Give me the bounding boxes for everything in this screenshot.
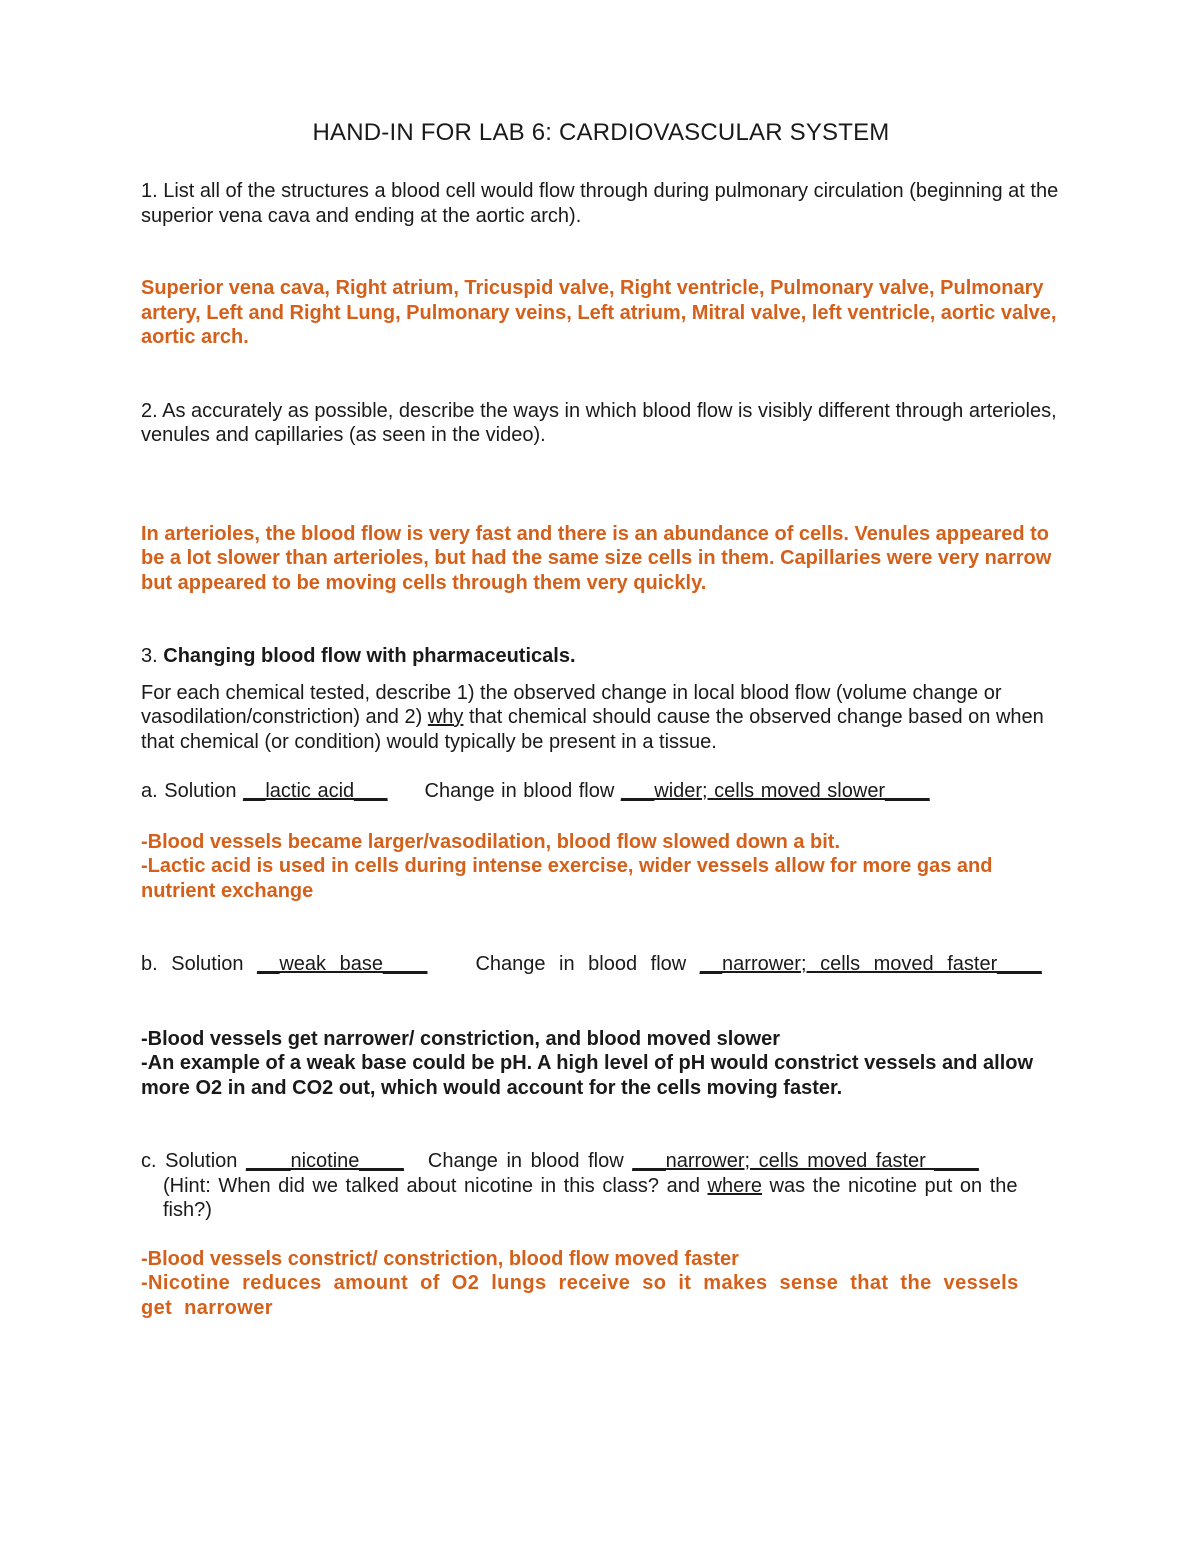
hint-text-1: (Hint: When did we talked about nicotine in this class? and [163, 1174, 708, 1197]
answer-1: Superior vena cava, Right atrium, Tricuspid valve, Right ventricle, Pulmonary valve, Pulmonary artery, Left and Right Lung, Pulmonary veins, Left atrium, Mitral valve, left ventricle, aortic valve, aortic arch. [141, 277, 1057, 348]
part-b-answer-2: -An example of a weak base could be pH. A high level of pH would constrict vessels and allow more O2 in and CO2 out, which would account for the cells moving faster. [141, 1052, 1034, 1099]
part-b-answer-1: -Blood vessels get narrower/ constriction, and blood moved slower [141, 1027, 781, 1050]
part-b-change-value: __narrower; cells moved faster____ [699, 953, 1042, 975]
part-b-solution: __weak base____ [257, 953, 428, 975]
question-2-text: As accurately as possible, describe the ways in which blood flow is visibly different through arterioles, venules and capillaries (as seen in the video). [141, 399, 1057, 446]
part-a-answer-2: -Lactic acid is used in cells during intense exercise, wider vessels allow for more gas and nutrient exchange [141, 855, 993, 902]
part-a-change-label: Change in blood flow [424, 780, 621, 802]
part-c-answer-2: -Nicotine reduces amount of O2 lungs receive so it makes sense that the vessels get narrower [141, 1272, 1019, 1319]
part-c-label: c. Solution [141, 1150, 246, 1172]
answer-2: In arterioles, the blood flow is very fast and there is an abundance of cells. Venules appeared to be a lot slower than arterioles, but had the same size cells in them. Capillaries were very narrow but appeared to be moving cells through them very quickly. [141, 522, 1052, 594]
part-c-answer-1: -Blood vessels constrict/ constriction, blood flow moved faster [141, 1247, 739, 1270]
document-page [141, 118, 1061, 1320]
part-a-label: a. Solution [141, 780, 244, 802]
intro-text-2: that chemical should cause the observed change based on when that chemical (or condition) would typically be present in a tissue. [141, 706, 1044, 753]
question-3-number: 3. [141, 645, 158, 667]
part-c-change-label: Change in blood flow [427, 1150, 633, 1172]
part-c-change-value: ___narrower; cells moved faster ____ [632, 1150, 979, 1172]
question-3-heading [141, 644, 1061, 669]
part-c-solution: ____nicotine____ [245, 1150, 404, 1172]
part-a-answer-1: -Blood vessels became larger/vasodilation, blood flow slowed down a bit. [141, 830, 841, 853]
question-3-title: Changing blood flow with pharmaceuticals. [163, 645, 576, 667]
part-b-label: b. Solution [141, 953, 258, 975]
question-1-number: 1. [141, 180, 158, 202]
document-title: HAND-IN FOR LAB 6: CARDIOVASCULAR SYSTEM [312, 119, 890, 146]
part-c-line [141, 1149, 1061, 1174]
part-a-line [141, 779, 1061, 804]
intro-why: why [427, 706, 464, 728]
part-a-change-value: ___wider; cells moved slower____ [620, 780, 930, 802]
hint-where: where [707, 1174, 762, 1197]
part-c-hint [141, 1174, 1061, 1223]
question-2-number: 2. [141, 399, 158, 422]
intro-text-1: For each chemical tested, describe 1) the observed change in local blood flow (volume change or vasodilation/constriction) and 2) [141, 681, 1002, 728]
hint-text-2: was the nicotine put on the fish?) [163, 1174, 1018, 1221]
question-1 [141, 179, 1061, 228]
part-a-solution: __lactic acid___ [243, 780, 388, 802]
question-3-intro [141, 681, 1061, 755]
question-2 [141, 399, 1061, 448]
question-1-text: List all of the structures a blood cell would flow through during pulmonary circulation (beginning at the superior vena cava and ending at the aortic arch). [141, 180, 1059, 227]
part-b-change-label: Change in blood flow [475, 953, 700, 975]
part-b-line [141, 952, 1061, 977]
